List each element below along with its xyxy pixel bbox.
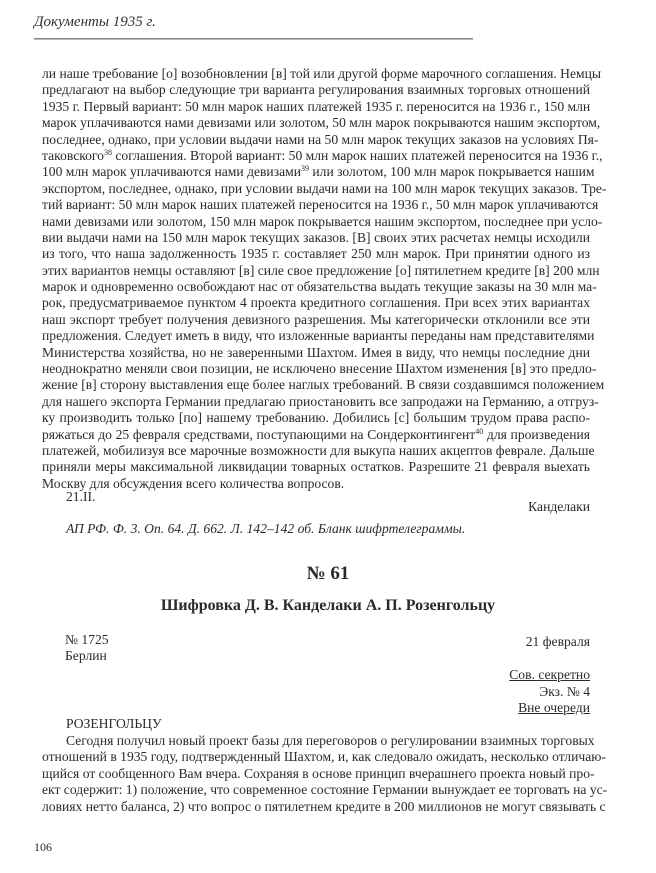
text-line: предложения. Следует иметь в виду, что изложенные варианты переданы нам представителями <box>42 328 595 344</box>
footnote-ref: 38 <box>103 147 112 157</box>
text-line: Министерства хозяйства, но не заверенными Шахтом. Имея в виду, что немцы последние дни <box>42 344 590 360</box>
text-line: ловиях нетто баланса, 2) что вопрос о пятилетнем кредите в 200 миллионов не могут связывать с <box>42 798 606 814</box>
running-title: Документы 1935 г. <box>34 14 156 30</box>
text-line: 100 млн марок уплачиваются нами девизами$^{39}$ или золотом, 100 млн марок покрывается нашим <box>42 164 595 180</box>
text-line: последнее, однако, при условии выдачи нами на 50 млн марок текущих заказов на условиях Пя- <box>42 131 599 147</box>
footnote-ref: 39 <box>301 164 309 174</box>
text-line: этих вариантов немцы оставляют [в] силе свое предложение [о] пятилетнем кредите [в] 200 млн <box>42 262 600 278</box>
page-number: 106 <box>34 840 52 854</box>
text-line: Москву для обсуждения всего количества вопросов. <box>42 475 345 491</box>
document-meta-left <box>65 632 109 665</box>
document-date-61: 21 февраля <box>525 634 590 649</box>
text-line: таковского$^{38}$ соглашения. Второй вариант: 50 млн марок наших платежей переносится на 1936 г., <box>42 147 603 163</box>
text-line: ект содержит: 1) положение, что современное состояние Германии вынуждает ее торговать на ус- <box>42 782 608 798</box>
footnote-ref: 40 <box>475 426 484 436</box>
addressee: РОЗЕНГОЛЬЦУ <box>66 716 162 731</box>
document-title: Шифровка Д. В. Канделаки А. П. Розенгольцу <box>160 597 496 614</box>
text-line: предлагают на выбор следующие три варианта регулирования взаимных торговых отношений <box>42 82 590 98</box>
text-line: ли наше требование [о] возобновлении [в] той или другой форме марочного соглашения. Немцы <box>42 66 602 81</box>
copy-number: Экз. № 4 <box>539 683 590 699</box>
text-line: наш экспорт требует получения девизного разрешения. Мы категорически отклонили все эти <box>42 311 590 327</box>
text-line: нами девизами или золотом, 150 млн марок покрывается нашим экспортом, последнее при усло- <box>42 213 603 229</box>
text-line: ряжаться до 25 февраля средствами, поступающими на Сондерконтингент$^{40}$ для произведения <box>42 426 590 442</box>
text-line: ку производить только [по] нашему требованию. Добились [с] большим трудом права распо- <box>42 410 590 426</box>
document-meta-right <box>509 634 590 717</box>
text-line: неоднократно меняли свои позиции, не исключено внесение Шахтом изменения [в] это предло- <box>42 361 597 377</box>
archive-source: АП РФ. Ф. 3. Оп. 64. Д. 662. Л. 142–142 об. Бланк шифртелеграммы. <box>66 521 466 536</box>
text-line: приняли меры максимальной ликвидации товарных остатков. Разрешите 21 февраля выехать <box>42 459 590 475</box>
header-rule-shadow <box>34 39 473 40</box>
text-line: жение [в] сторону выставления еще более наглых требований. В связи создавшимся положением <box>42 377 605 393</box>
text-line: Сегодня получил новый проект базы для переговоров о регулировании взаимных торговых <box>66 733 595 748</box>
document-number: № 61 <box>306 563 350 584</box>
document-date: 21.II. <box>66 489 96 504</box>
registration-number: № 1725 <box>65 632 109 647</box>
text-line: щийся от сообщенного Вам вчера. Сохраняя в основе принцип вчерашнего проекта новый про- <box>42 765 595 781</box>
document-60-body <box>42 66 607 492</box>
text-line: для нашего экспорта Германии предлагаю приостановить все запродажи на Германию, а отгруз- <box>42 393 599 409</box>
text-line: марок и одновременно освобождают нас от обязательства выдать текущие заказы на 30 млн ма- <box>42 279 597 295</box>
text-line: вии выдачи нами на 150 млн марок текущих заказов. [В] своих этих расчетах немцы исходили <box>42 229 590 245</box>
text-line: марок уплачиваются нами девизами или золотом, 50 млн марок покрываются нашим экспортом, <box>42 115 601 131</box>
document-61-body <box>42 733 608 815</box>
text-line: экспортом, последнее, однако, при условии выдачи нами на 100 млн марок текущих заказов. Тре- <box>42 180 607 196</box>
text-line: 1935 г. Первый вариант: 50 млн марок наших платежей 1935 г. переносится на 1936 г., 150 млн <box>42 98 591 114</box>
place: Берлин <box>65 648 107 664</box>
text-line: отношений в 1935 году, подтвержденный Шахтом, и, как следовало ожидать, несколько отличаю- <box>42 749 606 765</box>
text-line: рок, предусматриваемое пунктом 4 проекта кредитного соглашения. При всех этих вариантах <box>42 295 590 311</box>
classification: Сов. секретно <box>509 667 590 683</box>
signature: Канделаки <box>528 499 590 514</box>
text-line: из того, что наша задолженность 1935 г. составляет 250 млн марок. При принятии одного из <box>42 246 590 262</box>
priority: Вне очереди <box>518 700 590 716</box>
text-line: тий вариант: 50 млн марок наших платежей переносится на 1936 г., 50 млн марок уплачиваются <box>42 197 599 213</box>
signature-row <box>66 489 590 514</box>
text-line: платежей, мобилизуя все марочные возможности для выкупа наших акцептов феврале. Дальше <box>42 442 595 458</box>
